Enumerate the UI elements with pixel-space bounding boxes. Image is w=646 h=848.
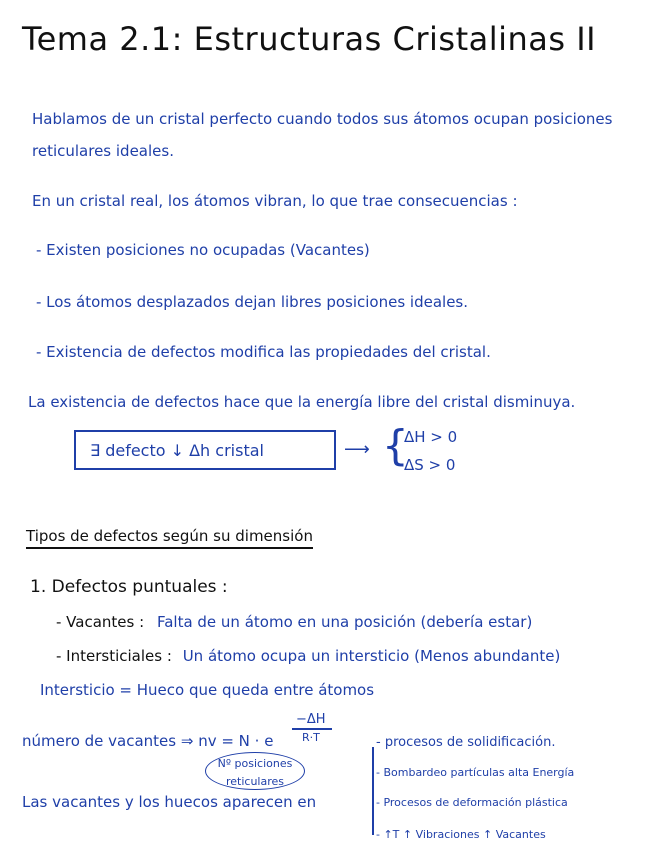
exponent-denominator: R·T xyxy=(302,731,320,744)
intro-line-1: Hablamos de un cristal perfecto cuando todos sus átomos ocupan posiciones xyxy=(32,110,613,128)
vacantes-text: Falta de un átomo en una posición (debería estar) xyxy=(156,613,533,631)
condition-ds: ΔS > 0 xyxy=(404,456,456,474)
condition-dh: ΔH > 0 xyxy=(404,428,458,446)
cause-1: - procesos de solidificación. xyxy=(376,735,556,750)
cause-2: - Bombardeo partículas alta Energía xyxy=(376,766,575,779)
bullet-3: - Existencia de defectos modifica las propiedades del cristal. xyxy=(36,343,491,361)
cause-3: - Procesos de deformación plástica xyxy=(376,796,568,809)
exponent-numerator: −ΔH xyxy=(296,712,326,727)
intersticiales-text: Un átomo ocupa un intersticio (Menos abundante) xyxy=(182,647,561,665)
intersticiales-label: - Intersticiales : xyxy=(56,647,172,665)
defect-box-text: ∃ defecto ↓ Δh cristal xyxy=(90,441,264,460)
cause-4: - ↑T ↑ Vibraciones ↑ Vacantes xyxy=(376,828,546,841)
intersticiales-row xyxy=(56,647,560,665)
causes-bracket xyxy=(372,747,374,835)
intro-line-3: En un cristal real, los átomos vibran, lo que trae consecuencias : xyxy=(32,192,518,210)
page-title: Tema 2.1: Estructuras Cristalinas II xyxy=(22,20,597,58)
bullet-1: - Existen posiciones no ocupadas (Vacantes) xyxy=(36,241,370,259)
vacantes-label: - Vacantes : xyxy=(56,613,145,631)
oval-line-2: reticulares xyxy=(225,775,284,788)
brace-icon: { xyxy=(382,421,409,470)
section-heading: Tipos de defectos según su dimensión xyxy=(26,527,313,549)
fraction-bar xyxy=(292,728,332,730)
intro-line-4: La existencia de defectos hace que la energía libre del cristal disminuya. xyxy=(28,393,576,411)
intro-line-2: reticulares ideales. xyxy=(32,142,174,160)
vacantes-row xyxy=(56,613,532,631)
formula-label: número de vacantes ⇒ nv = N · e xyxy=(22,732,274,750)
item-defectos-puntuales: 1. Defectos puntuales : xyxy=(30,577,228,597)
bullet-2: - Los átomos desplazados dejan libres posiciones ideales. xyxy=(36,293,469,311)
defect-box xyxy=(74,430,336,470)
arrow-icon: ⟶ xyxy=(344,439,370,460)
intersticio-definition: Intersticio = Hueco que queda entre átomos xyxy=(40,681,375,699)
causes-lead: Las vacantes y los huecos aparecen en xyxy=(22,793,317,811)
posiciones-oval xyxy=(205,752,305,790)
oval-line-1: Nº posiciones xyxy=(217,757,293,770)
